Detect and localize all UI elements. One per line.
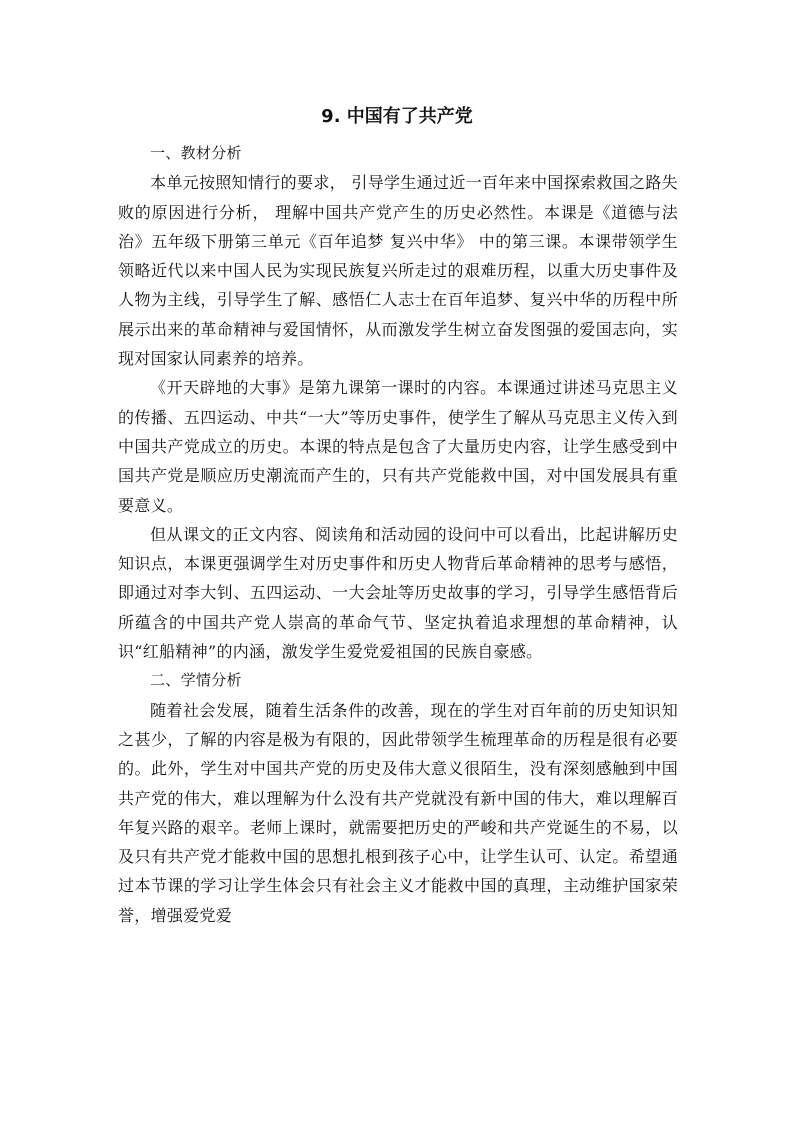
- section-heading-textbook-analysis: 一、教材分析: [150, 144, 242, 162]
- paragraph: 本单元按照知情行的要求， 引导学生通过近一百年来中国探索救国之路失败的原因进行分析， 理解中国共产党产生的历史必然性。本课是《道德与法治》五年级下册第三单元《百年追梦 复兴中华》 中的第三课。本课带领学生领略近代以来中国人民为实现民族复兴所走过的艰难历程，以重大历史事件及人物为主线，引导学生了解、感悟仁人志士在百年追梦、复兴中华的历程中所展示出来的革命精神与爱国情怀，从而激发学生树立奋发图强的爱国志向，实现对国家认同素养的培养。: [118, 173, 678, 369]
- section-heading-student-analysis: 二、学情分析: [150, 671, 242, 690]
- document-body: [118, 139, 678, 930]
- paragraph: 但从课文的正文内容、阅读角和活动园的设问中可以看出，比起讲解历史知识点，本课更强调学生对历史事件和历史人物背后革命精神的思考与感悟，即通过对李大钊、五四运动、一大会址等历史故事的学习，引导学生感悟背后所蕴含的中国共产党人崇高的革命气节、坚定执着追求理想的革命精神，认识“红船精神”的内涵，激发学生爱党爱祖国的民族自豪感。: [118, 524, 678, 662]
- paragraph: 随着社会发展，随着生活条件的改善，现在的学生对百年前的历史知识知之甚少，了解的内容是极为有限的，因此带领学生梳理革命的历程是很有必要的。此外，学生对中国共产党的历史及伟大意义很陌生，没有深刻感触到中国共产党的伟大，难以理解为什么没有共产党就没有新中国的伟大，难以理解百年复兴路的艰辛。老师上课时，就需要把历史的严峻和共产党诞生的不易，以及只有共产党才能救中国的思想扎根到孩子心中，让学生认可、认定。希望通过本节课的学习让学生体会只有社会主义才能救中国的真理，主动维护国家荣誉，增强爱党爱: [118, 700, 678, 925]
- paragraph: 《开天辟地的大事》是第九课第一课时的内容。本课通过讲述马克思主义的传播、五四运动、中共“一大”等历史事件，使学生了解从马克思主义传入到中国共产党成立的历史。本课的特点是包含了大量历史内容，让学生感受到中国共产党是顺应历史潮流而产生的，只有共产党能救中国，对中国发展具有重要意义。: [118, 378, 678, 515]
- page-title: 9. 中国有了共产党: [321, 106, 473, 127]
